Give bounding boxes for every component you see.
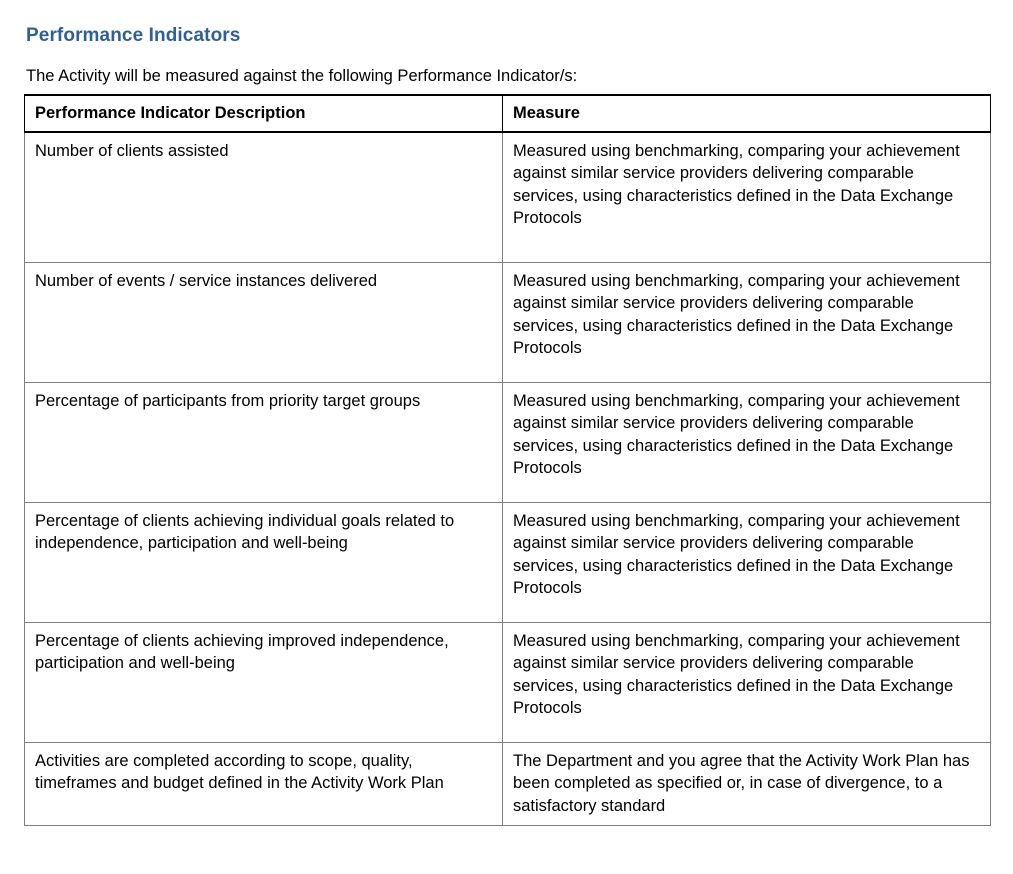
- table-row: [25, 502, 991, 622]
- cell-measure: [503, 502, 991, 622]
- cell-measure: [503, 622, 991, 742]
- column-header-description: Performance Indicator Description: [25, 95, 503, 132]
- indicator-description: Number of events / service instances delivered: [35, 271, 378, 290]
- cell-description: [25, 132, 503, 263]
- table-row: [25, 382, 991, 502]
- cell-description: [25, 262, 503, 382]
- table-row: [25, 132, 991, 263]
- indicator-description: Number of clients assisted: [35, 141, 229, 160]
- cell-description: [25, 382, 503, 502]
- table-row: [25, 262, 991, 382]
- table-row: [25, 622, 991, 742]
- cell-description: [25, 622, 503, 742]
- indicator-description: Percentage of clients achieving individual goals related to independence, participation and well-being: [35, 511, 455, 553]
- indicator-measure: Measured using benchmarking, comparing your achievement against similar service providers delivering comparable services, using characteristics defined in the Data Exchange Protocols: [513, 511, 960, 598]
- cell-measure: [503, 742, 991, 826]
- indicator-measure: The Department and you agree that the Activity Work Plan has been completed as specified or, in case of divergence, to a satisfactory standard: [513, 751, 970, 815]
- cell-description: [25, 502, 503, 622]
- table-header: [25, 95, 991, 132]
- cell-description: [25, 742, 503, 826]
- cell-measure: [503, 262, 991, 382]
- table-header-row: [25, 95, 991, 132]
- indicator-description: Percentage of participants from priority target groups: [35, 391, 421, 410]
- cell-measure: [503, 382, 991, 502]
- page-title: Performance Indicators: [26, 25, 241, 46]
- cell-measure: [503, 132, 991, 263]
- table-row: [25, 742, 991, 826]
- table-body: [25, 132, 991, 826]
- column-header-measure: Measure: [503, 95, 991, 132]
- indicator-description: Percentage of clients achieving improved independence, participation and well-being: [35, 631, 449, 673]
- indicator-measure: Measured using benchmarking, comparing your achievement against similar service providers delivering comparable services, using characteristics defined in the Data Exchange Protocols: [513, 141, 960, 228]
- intro-paragraph: The Activity will be measured against the following Performance Indicator/s:: [26, 67, 578, 85]
- performance-indicators-table: [24, 94, 991, 826]
- indicator-description: Activities are completed according to scope, quality, timeframes and budget defined in the Activity Work Plan: [35, 751, 444, 793]
- indicator-measure: Measured using benchmarking, comparing your achievement against similar service providers delivering comparable services, using characteristics defined in the Data Exchange Protocols: [513, 391, 960, 478]
- indicator-measure: Measured using benchmarking, comparing your achievement against similar service providers delivering comparable services, using characteristics defined in the Data Exchange Protocols: [513, 271, 960, 358]
- indicator-measure: Measured using benchmarking, comparing your achievement against similar service providers delivering comparable services, using characteristics defined in the Data Exchange Protocols: [513, 631, 960, 718]
